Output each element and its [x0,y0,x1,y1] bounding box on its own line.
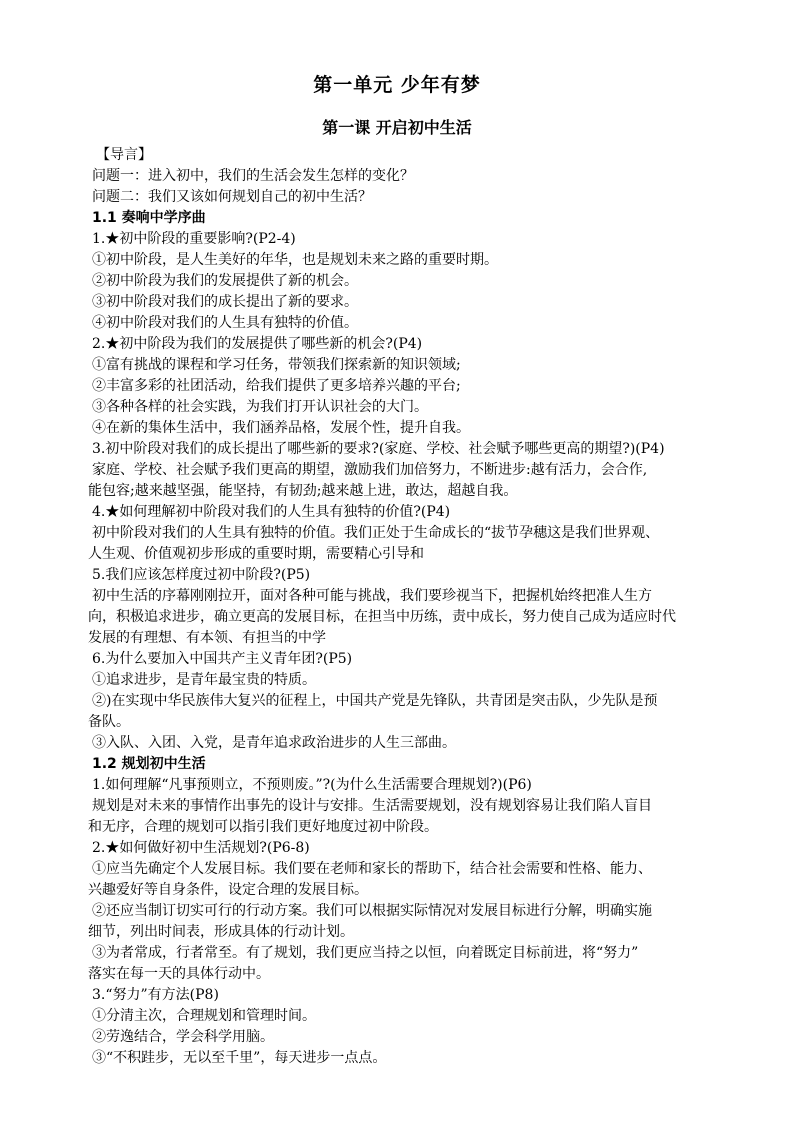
text-line: ②)在实现中华民族伟大复兴的征程上，中国共产党是先锋队，共青团是突击队，少先队是预 [92,693,658,709]
text-line: 规划是对未来的事情作出事先的设计与安排。生活需要规划，没有规划容易让我们陷人盲目 [92,798,652,814]
text-line: ③“不积跬步，无以至千里”，每天进步一点点。 [92,1050,387,1066]
text-line: ④初中阶段对我们的人生具有独特的价值。 [92,315,358,331]
text-line: ③入队、入团、入党，是青年追求政治进步的人生三部曲。 [92,735,456,751]
text-line: 5.我们应该怎样度过初中阶段?(P5) [92,567,311,583]
text-line: ②还应当制订切实可行的行动方案。我们可以根据实际情况对发展目标进行分解，明确实施 [92,903,652,919]
text-line: 2.★初中阶段为我们的发展提供了哪些新的机会?(P4) [92,336,423,352]
section-heading: 1.1 奏响中学序曲 [92,210,206,226]
text-line: 向，积极追求进步，确立更高的发展目标，在担当中历练，责中成长，努力使自己成为适应时代 [88,609,676,625]
text-line: 家庭、学校、社会赋予我们更高的期望，激励我们加倍努力，不断进步:越有活力，会合作, [92,462,648,478]
text-line: ③初中阶段对我们的成长提出了新的要求。 [92,294,358,310]
text-line: 1.如何理解“凡事预则立，不预则废。”?(为什么生活需要合理规划?)(P6) [92,777,532,793]
text-line: 【导言】 [96,147,152,163]
text-line: ①追求进步，是青年最宝贵的特质。 [92,672,316,688]
text-line: 4.★如何理解初中阶段对我们的人生具有独特的价值?(P4) [92,504,451,520]
text-line: 能包容;越来越坚强，能坚持，有韧劲;越来越上进，敢达，超越自我。 [88,483,518,499]
text-line: 细节，列出时间表，形成具体的行动计划。 [88,924,354,940]
text-line: 和无序，合理的规划可以指引我们更好地度过初中阶段。 [88,819,438,835]
text-line: 落实在每一天的具体行动中。 [88,966,270,982]
text-line: 问题一：进入初中，我们的生活会发生怎样的变化？ [92,168,414,184]
text-line: ③为者常成，行者常至。有了规划，我们更应当持之以恒，向着既定目标前进，将“努力” [92,945,639,961]
text-line: 人生观、价值观初步形成的重要时期，需要精心引导和 [88,546,424,562]
document-body [88,145,736,1069]
text-line: ③各种各样的社会实践，为我们打开认识社会的大门。 [92,399,428,415]
text-line: 3.“努力”有方法(P8) [92,987,219,1003]
section-heading: 1.2 规划初中生活 [92,756,206,772]
lesson-title: 第一课 开启初中生活 [322,118,472,137]
text-line: 初中阶段对我们的人生具有独特的价值。我们正处于生命成长的“拔节孕穗这是我们世界观、 [92,525,660,541]
text-line: 兴趣爱好等自身条件，设定合理的发展目标。 [88,882,368,898]
text-line: 2.★如何做好初中生活规划?(P6-8) [92,840,310,856]
text-line: 3.初中阶段对我们的成长提出了哪些新的要求?(家庭、学校、社会赋予哪些更高的期望?)(P4) [92,441,665,457]
text-line: ②劳逸结合，学会科学用脑。 [92,1029,274,1045]
text-line: 1.★初中阶段的重要影响?(P2-4) [92,231,296,247]
text-line: 初中生活的序幕刚刚拉开，面对各种可能与挑战，我们要珍视当下，把握机始终把准人生方 [92,588,652,604]
text-line: 发展的有理想、有本领、有担当的中学 [88,630,326,646]
text-line: 问题二：我们又该如何规划自己的初中生活？ [92,189,372,205]
text-line: ④在新的集体生活中，我们涵养品格，发展个性，提升自我。 [92,420,470,436]
text-line: 备队。 [88,714,130,730]
unit-title: 第一单元 少年有梦 [313,74,481,96]
text-line: ①初中阶段，是人生美好的年华，也是规划未来之路的重要时期。 [92,252,498,268]
text-line: ②丰富多彩的社团活动，给我们提供了更多培养兴趣的平台; [92,378,461,394]
text-line: ①应当先确定个人发展目标。我们要在老师和家长的帮助下，结合社会需要和性格、能力、 [92,861,652,877]
text-line: 6.为什么要加入中国共产主义青年团?(P5) [92,651,353,667]
text-line: ①分清主次，合理规划和管理时间。 [92,1008,316,1024]
text-line: ①富有挑战的课程和学习任务，带领我们探索新的知识领域; [92,357,461,373]
text-line: ②初中阶段为我们的发展提供了新的机会。 [92,273,358,289]
